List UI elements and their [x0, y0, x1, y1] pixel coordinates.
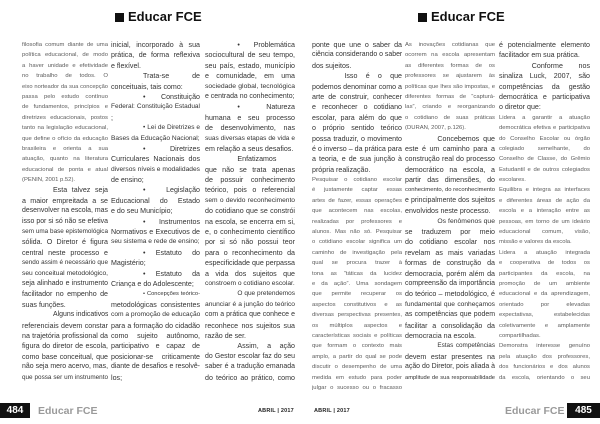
text-line: e flexível. — [111, 61, 141, 70]
text-line: do teórico – metodológico, é — [405, 290, 495, 299]
text-line: anunciar é a junção do teórico — [205, 300, 295, 308]
text-line: • Instrumentos — [143, 217, 200, 226]
text-line: O que pretendemos — [237, 290, 295, 298]
text-line: inicial, incorporado à sua — [111, 41, 200, 49]
text-line: As inovações cotidianas que — [405, 42, 495, 48]
text-line: qual se procura trazer à — [312, 260, 402, 267]
text-line: a haver unidade e efetividade — [22, 62, 108, 69]
text-line: para o reconhecimento da — [205, 248, 295, 257]
text-line: de desenvolvimento, nas — [205, 124, 295, 133]
text-line: discutir o desempenho de uma — [312, 364, 402, 371]
text-line: ponte que une o saber da — [312, 41, 402, 49]
text-line: partir das dimensões, do — [405, 176, 495, 185]
text-line: missão e valores da escola. — [499, 239, 572, 246]
text-line: prática, de forma reflexiva — [111, 51, 200, 60]
text-line: da escola, orientando o seu — [499, 374, 590, 381]
text-column — [22, 40, 108, 383]
text-line: suas funções. — [22, 300, 66, 309]
text-line: Federal: Constituição Estadual — [111, 103, 200, 111]
text-line: Curriculares Nacionais dos — [111, 155, 200, 164]
text-line: que não se trata apenas — [205, 165, 295, 174]
page-number: 485 — [567, 403, 600, 418]
text-line: para a formação do cidadão — [111, 321, 200, 330]
paragraph — [312, 40, 402, 71]
text-line: constroem o cotidiano escolar. — [205, 279, 295, 287]
text-line: as competências que podem — [405, 311, 495, 319]
text-line: seu país, estado, município — [205, 61, 295, 70]
text-line: democrática e participativa — [499, 92, 590, 101]
magazine-header — [418, 9, 505, 25]
text-line: referenciais devem constar — [22, 321, 108, 330]
text-line: fundamental que conheçamos — [405, 300, 495, 308]
text-line: do cotidiano que se constrói — [205, 207, 295, 216]
text-line: envolvidos neste processo. — [405, 207, 491, 216]
text-line: • Estatuto do — [143, 248, 200, 257]
quote-block — [499, 113, 590, 186]
text-line: saber é a tradução emanada — [205, 363, 295, 371]
text-line: a vida dos sujeitos que — [205, 269, 295, 278]
text-line: educacional de ponta e atual — [22, 166, 108, 173]
magazine-title: Educar FCE — [128, 9, 202, 24]
square-icon — [115, 13, 124, 22]
text-line: • Lei de Diretrizes e — [143, 124, 200, 132]
paragraph — [405, 341, 495, 383]
text-line: medida em estudo para poder — [312, 374, 402, 381]
text-line: eixo norteador da sua concepção — [22, 83, 108, 90]
text-line: o próprio sentido teórico — [312, 124, 402, 133]
text-line: diversas perspectivas presentes, — [312, 312, 402, 319]
paragraph — [499, 40, 590, 61]
text-line: democrático na escola, a — [405, 165, 495, 174]
text-line: sinaliza Luck, 2007, são — [499, 72, 590, 81]
text-line: sólida. O Diretor é figura — [22, 238, 108, 247]
text-line: diretrizes educacionais, postos — [22, 114, 108, 121]
text-line: de ensino; — [111, 176, 144, 185]
text-line: do cotidiano escolar nos — [405, 238, 495, 247]
text-line: que possa ser um instrumento — [22, 373, 108, 381]
text-line: • Constituição — [143, 92, 200, 101]
text-line: na trajetória profissional da — [22, 331, 108, 340]
text-line: amplitude de sua responsabilidade — [405, 374, 495, 381]
bullet-item — [111, 92, 200, 123]
text-line: reconhece nos sujeitos sua — [205, 321, 295, 330]
paragraph — [405, 134, 495, 217]
text-line: Conforme nos — [531, 61, 590, 70]
text-line: ; — [111, 113, 113, 122]
text-line: por si só não possui teor — [205, 238, 295, 247]
text-line: e comunidade, em uma — [205, 72, 295, 81]
text-line: este é um caminho para a — [405, 144, 495, 153]
text-line: Demonstra interesse genuíno — [499, 343, 590, 350]
text-line: a maior empreitada a se — [22, 196, 108, 205]
text-line: os múltiplos aspectos e — [312, 322, 402, 329]
text-line: pela atuação dos professores, — [499, 353, 590, 360]
text-line: artes de fazer, essas operações — [312, 197, 402, 204]
text-line: facilitador em sua prática. — [499, 51, 580, 60]
text-line: educacional e da aprendizagem, — [499, 291, 590, 298]
text-line: atuação, quanto na literatura — [22, 156, 108, 163]
text-line: e, o conhecimento científico — [205, 228, 295, 237]
paragraph — [111, 40, 200, 71]
quote-block — [405, 40, 495, 134]
text-line: que permite recuperar os — [312, 291, 402, 298]
text-line: podemos denominar como a — [312, 82, 402, 91]
text-line: escolares. — [499, 177, 526, 184]
page-number: 484 — [0, 403, 30, 418]
text-line: seu sistema e rede de ensino; — [111, 238, 200, 246]
text-line: • Natureza — [237, 103, 295, 112]
paragraph — [205, 154, 295, 289]
bullet-item — [111, 123, 200, 144]
text-line: participativo e capaz de — [111, 342, 200, 351]
text-line: o diretor que: — [499, 103, 541, 112]
text-column — [312, 40, 402, 393]
text-line: los; — [111, 373, 123, 382]
text-line: brasileira e orienta a sua — [22, 145, 108, 152]
text-line: possa traduzir, o movimento — [312, 134, 402, 143]
text-line: pessoas, em torno de um ideário — [499, 218, 590, 225]
text-line: posicionar-se criticamente — [111, 352, 200, 361]
text-line: de possuir conhecimento — [205, 176, 295, 185]
text-line: do teórico ao prático, como — [205, 373, 295, 382]
text-line: em relação a seus desafios. — [205, 144, 294, 153]
text-line: dos sujeitos. — [312, 61, 352, 70]
text-line: especificidade que perpassa — [205, 259, 295, 268]
text-line: • Concepções teórico- — [143, 291, 200, 298]
text-line: expectativas, estabelecidas — [499, 312, 590, 319]
text-line: conhecimento, do reconhecimento — [405, 187, 495, 194]
text-line: Os fenômenos que — [437, 217, 495, 225]
text-line: aspectos constitutivos e as — [312, 301, 402, 308]
text-line: que acontecem nas escolas, — [312, 208, 402, 215]
magazine-title: Educar FCE — [431, 9, 505, 24]
text-line: seu conceitual metodológico, — [22, 269, 108, 277]
text-line: que formam o contexto mais — [312, 343, 402, 350]
quote-block — [499, 185, 590, 247]
text-line: se traduzem por meio — [405, 228, 495, 237]
text-line: o cotidiano de suas práticas — [405, 114, 495, 121]
text-line: isso por si só não se efetiva — [22, 217, 108, 225]
text-line: • Estatuto da — [143, 269, 200, 278]
bullet-item — [111, 185, 200, 216]
text-line: las”, criando e reorganizando — [405, 104, 495, 111]
bullet-item — [205, 40, 295, 102]
paragraph — [499, 61, 590, 113]
text-line: ciência considerando o saber — [312, 51, 402, 59]
text-line: competências da gestão — [499, 82, 590, 91]
text-line: sociedade global, tecnológica — [205, 82, 295, 90]
paragraph — [22, 310, 108, 383]
text-line: facilitar a consolidação da — [405, 321, 495, 330]
text-line: amplo, a partir do qual se pode — [312, 353, 402, 360]
paragraph — [312, 71, 402, 175]
text-column — [499, 40, 590, 383]
text-line: • Diretrizes — [143, 144, 200, 153]
text-line: desenvolver na escola, mas — [22, 207, 108, 215]
text-line: Esta talvez seja — [52, 186, 108, 195]
text-line: Conselho de Classe, do Grêmio — [499, 156, 590, 163]
text-line: figura do diretor de escola, — [22, 342, 108, 351]
quote-block — [22, 40, 108, 185]
text-line: formas de construção da — [405, 259, 495, 268]
text-line: construção real do processo — [405, 155, 495, 164]
page-right — [300, 0, 600, 424]
text-line: que define o ofício da educação — [22, 135, 108, 142]
quote-block — [499, 341, 590, 383]
text-line: • Problemática — [237, 41, 295, 49]
text-line: o cotidiano escolar significa um — [312, 239, 402, 246]
text-line: é potencialmente elemento — [499, 41, 590, 49]
text-line: e da ação”. Uma sondagem — [312, 280, 402, 287]
text-column — [205, 40, 295, 383]
paragraph — [405, 217, 495, 342]
text-line: e do seu Município; — [111, 207, 173, 216]
footer-magazine-name: Educar FCE — [505, 405, 565, 417]
text-line: humana e seu processo — [205, 113, 295, 122]
text-line: características sociais e políticas — [312, 332, 402, 339]
text-line: conceituais, tais como: — [111, 82, 183, 91]
text-line: tanto na legislação educacional, — [22, 125, 108, 132]
text-line: (PENIN, 2001 p.52). — [22, 177, 76, 184]
text-line: diversos níveis e modalidades — [111, 165, 200, 173]
text-line: Estas competências — [437, 342, 495, 350]
text-line: Lidera a garantir a atuação — [499, 114, 590, 121]
text-line: ocorrem na escola apresentam — [405, 52, 495, 59]
text-line: com a prática que conhece e — [205, 311, 295, 319]
text-line: Educacional do Estado — [111, 196, 200, 205]
text-line: Bases da Educação Nacional; — [111, 134, 200, 142]
text-line: revelam as mais variadas — [405, 248, 495, 257]
footer-date: ABRIL | 2017 — [314, 408, 350, 414]
bullet-item — [111, 289, 200, 383]
text-column — [405, 40, 495, 383]
footer-date: ABRIL | 2017 — [258, 408, 294, 414]
text-line: Estudantil e de outros colegiados — [499, 166, 590, 173]
text-line: diferentes formas de “capturá- — [405, 93, 495, 100]
bullet-item — [111, 269, 200, 290]
text-line: coletivamente e amplamente — [499, 322, 590, 329]
text-line: Magistério; — [111, 259, 146, 268]
text-line: e diferentes áreas de ação da — [499, 197, 590, 204]
text-line: caminho de investigação pela — [312, 249, 402, 256]
text-line: ação do Diretor, pois aliada à — [405, 363, 495, 371]
text-line: Assim, a ação — [237, 342, 295, 351]
bullet-item — [111, 217, 200, 248]
paragraph — [22, 185, 108, 310]
square-icon — [418, 13, 427, 22]
quote-block — [499, 248, 590, 342]
text-line: democrática efetiva e participativa — [499, 125, 590, 132]
text-line: Concebemos que — [437, 134, 495, 143]
text-line: educacional comum, visão, — [499, 229, 590, 236]
paragraph — [111, 71, 200, 92]
text-line: é justamente captar essas — [312, 187, 402, 194]
text-column — [111, 40, 200, 383]
text-line: e principalmente dos sujeitos — [405, 196, 495, 204]
text-line: orientado por elevadas — [499, 301, 590, 308]
text-line: sem uma base epistemológica — [22, 228, 108, 236]
text-line: passa pelo estudo contínuo — [22, 93, 108, 100]
text-line: participantes da escola, na — [499, 270, 590, 277]
text-line: Alguns indicativos — [52, 311, 108, 319]
text-line: (DURAN, 2007, p.126). — [405, 125, 466, 132]
text-line: e cooperativa de todos os — [499, 260, 590, 267]
magazine-header — [115, 9, 202, 25]
text-line: realizadas por professores e — [312, 218, 402, 225]
text-line: democracia, porém além da — [405, 269, 495, 278]
text-line: própria realização. — [312, 165, 371, 174]
text-line: professores se ajustarem às — [405, 73, 495, 80]
text-line: a teoria, e de sua junção à — [312, 155, 402, 164]
bullet-item — [111, 144, 200, 186]
text-line: seja alinhado e instrumento — [22, 279, 108, 287]
text-line: com a promoção de educação — [111, 311, 200, 319]
text-line: Enfatizamos — [237, 155, 277, 164]
text-line: teórico, pois o referencial — [205, 186, 295, 195]
text-line: sociocultural de seu tempo, — [205, 51, 295, 60]
text-line: as diferentes formas de os — [405, 62, 495, 69]
text-line: no trabalho de todos. O — [22, 73, 108, 80]
bullet-item — [111, 248, 200, 269]
text-line: e reconhecer o cotidiano — [312, 103, 402, 112]
text-line: razão de ser. — [205, 331, 247, 340]
text-line: democracia na escola. — [405, 331, 476, 340]
text-line: do Conselho Escolar ou órgão — [499, 135, 590, 142]
text-line: Trata-se de — [143, 72, 200, 81]
text-line: central neste processo e — [22, 248, 108, 257]
text-line: dos funcionários e dos alunos — [499, 364, 590, 371]
text-line: do Gestor escolar faz do seu — [205, 352, 295, 360]
text-line: sem o devido reconhecimento — [205, 196, 295, 204]
text-line: e centrada no conhecimento; — [205, 92, 295, 100]
text-line: compartilhadas. — [499, 332, 541, 339]
text-line: julgar o sucesso ou o fracasso — [312, 384, 402, 391]
text-line: escolar, para além do que — [312, 113, 402, 122]
text-line: política educacional, de modo — [22, 52, 108, 59]
text-line: facilitador no empenho de — [22, 290, 108, 299]
text-line: colegiado semelhante, do — [499, 145, 590, 152]
text-line: de fundamentos, princípios e — [22, 104, 108, 111]
bullet-item — [205, 102, 295, 154]
paragraph — [205, 289, 295, 341]
text-line: Isso é o que — [344, 72, 402, 81]
text-line: Normativos e Executivos de — [111, 228, 200, 237]
text-line: Equilibra e integra as interfaces — [499, 187, 590, 194]
text-line: como sujeito autônomo, — [111, 331, 200, 340]
text-line: como base conceitual, que — [22, 352, 108, 361]
text-line: políticas que lhes são impostas, e — [405, 83, 495, 90]
text-line: promoção de um ambiente — [499, 280, 590, 287]
text-line: • Legislação — [143, 186, 200, 195]
quote-block — [312, 175, 402, 393]
text-line: tona as “táticas da lucidez — [312, 270, 402, 277]
text-line: na escola, se encerra em si, — [205, 217, 295, 226]
paragraph — [205, 341, 295, 383]
text-line: Pesquisar o cotidiano escolar — [312, 177, 402, 184]
text-line: sendo assim é necessário que — [22, 259, 108, 267]
text-line: arte de construir, conhecer — [312, 92, 402, 101]
text-line: diante de desafios e resolvê- — [111, 363, 200, 371]
footer-magazine-name: Educar FCE — [38, 405, 98, 417]
text-line: Criança e do Adolescente; — [111, 279, 194, 288]
text-line: filosofia comum diante de uma — [22, 42, 108, 48]
text-line: compreensão da importância — [405, 279, 495, 287]
text-line: alunos. Mas não só. Pesquisar — [312, 229, 402, 236]
text-line: metodológicas consistentes — [111, 300, 200, 309]
text-line: devem estar presentes na — [405, 352, 495, 361]
text-line: suas diversas etapas de vida e — [205, 134, 295, 142]
text-line: é o inverso – da prática para — [312, 144, 402, 153]
text-line: Lidera a atuação integrada — [499, 249, 590, 256]
text-line: não seja mero acervo, mas, — [22, 363, 108, 371]
text-line: escola e a interação entre as — [499, 208, 590, 215]
